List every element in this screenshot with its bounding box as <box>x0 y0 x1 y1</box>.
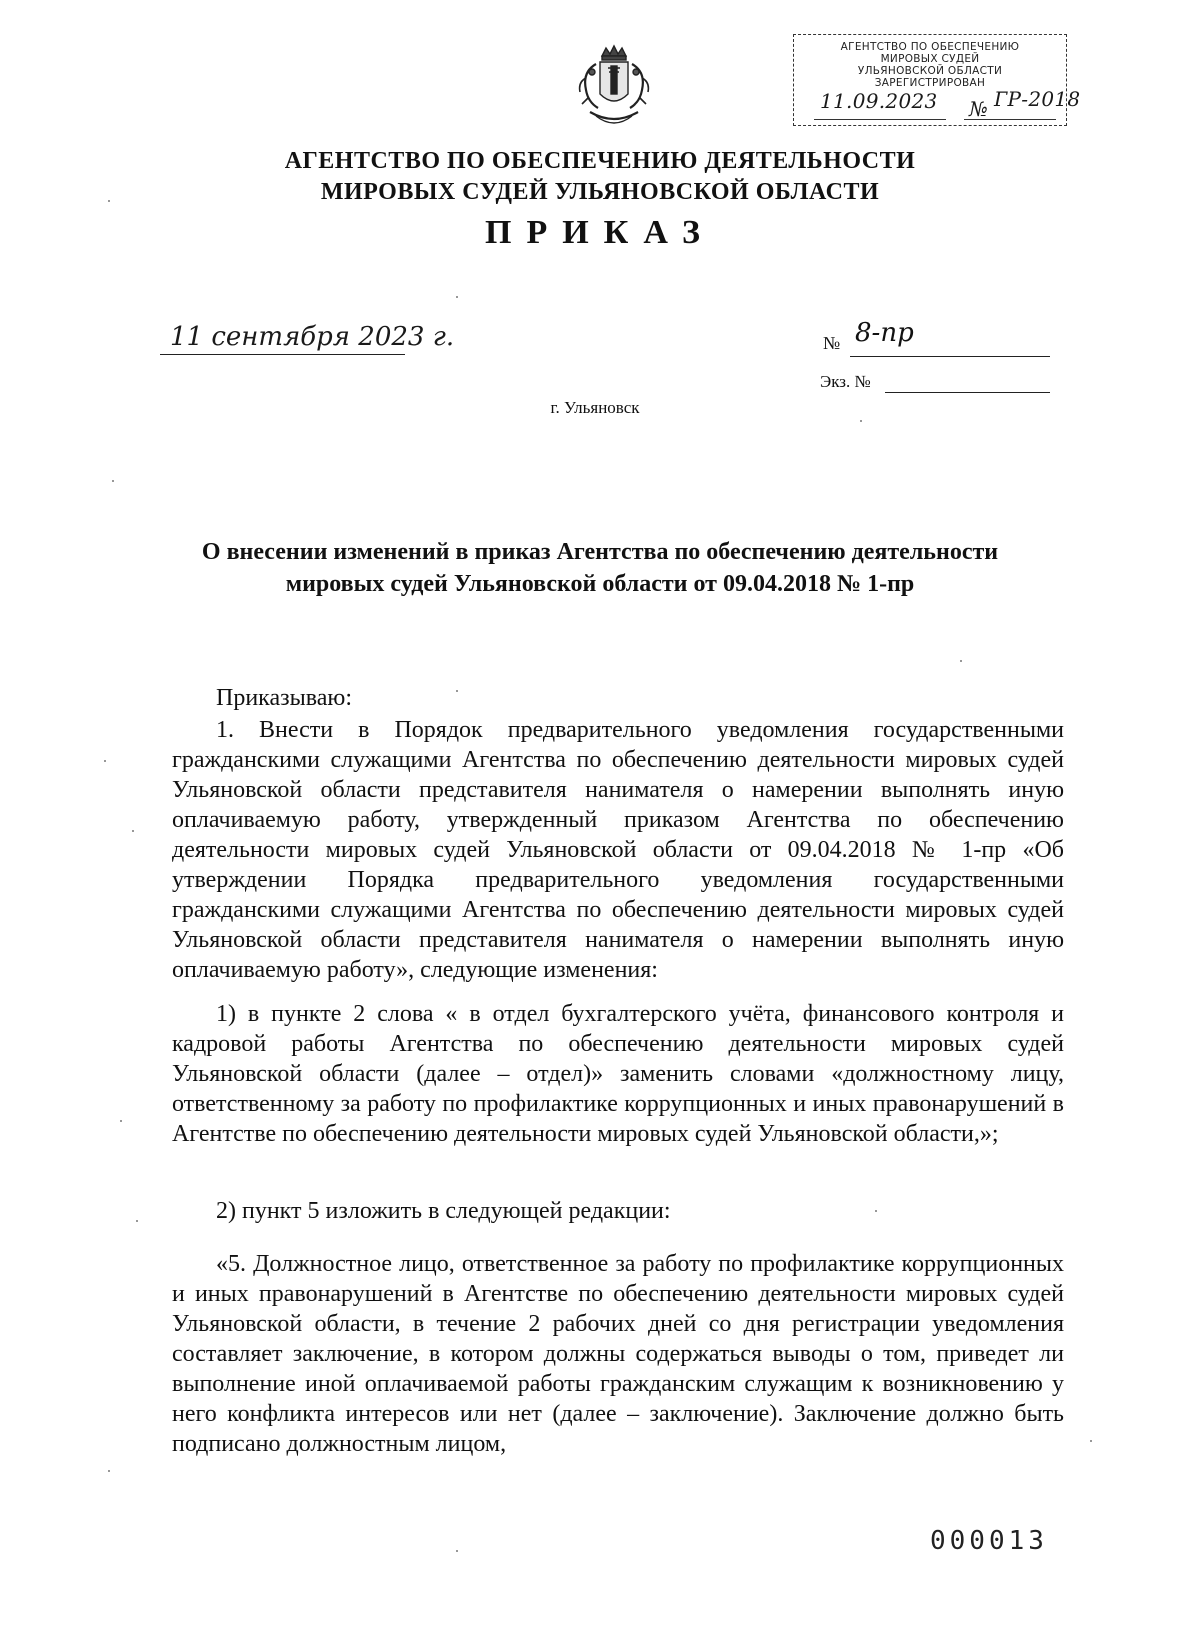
scan-speck <box>112 480 114 482</box>
order-word: Приказываю: <box>216 685 352 711</box>
stamp-date-underline <box>814 119 946 120</box>
order-number-label: № <box>823 333 841 353</box>
stamp-line: МИРОВЫХ СУДЕЙ <box>880 53 980 65</box>
scan-speck <box>456 296 458 298</box>
paragraph-4: «5. Должностное лицо, ответственное за работу по профилактике коррупционных и иных правонарушений в Агентстве по обеспечению деятельности мировых судей Ульяновской области, в течение 2 рабочих дней со дня регистрации уведомления составляет заключение, в котором должны содержаться выводы о том, приведет ли выполнение иной оплачиваемой работы гражданским служащим к возникновению у него конфликта интересов или нет (далее – заключение). Заключение должно быть подписано должностным лицом, <box>172 1251 1064 1457</box>
scan-speck <box>136 1220 138 1222</box>
paragraph-1: 1. Внести в Порядок предварительного уведомления государственными гражданскими служащими Агентства по обеспечению деятельности мировых судей Ульяновской области представителя нанимателя о намерении выполнять иную оплачиваемую работу, утвержденный приказом Агентства по обеспечению деятельности мировых судей Ульяновской области от 09.04.2018 № 1-пр «Об утверждении Порядка предварительного уведомления государственными гражданскими служащими Агентства по обеспечению деятельности мировых судей Ульяновской области представителя нанимателя о намерении выполнять иную оплачиваемую работу», следующие изменения: <box>172 717 1064 983</box>
scan-speck <box>132 830 134 832</box>
scan-speck <box>860 420 862 422</box>
number-underline <box>850 356 1050 357</box>
scan-speck <box>456 690 458 692</box>
stamp-date: 11.09.2023 <box>820 89 938 113</box>
stamp-line: ЗАРЕГИСТРИРОВАН <box>874 77 986 89</box>
agency-name-line2: МИРОВЫХ СУДЕЙ УЛЬЯНОВСКОЙ ОБЛАСТИ <box>320 179 880 205</box>
registration-stamp <box>793 34 1081 126</box>
paragraph-2: 1) в пункте 2 слова « в отдел бухгалтерского учёта, финансового контроля и кадровой работы Агентства по обеспечению деятельности мировых судей Ульяновской области (далее – отдел)» заменить словами «должностному лицу, ответственному за работу по профилактике коррупционных и иных правонарушений в Агентстве по обеспечению деятельности мировых судей Ульяновской области,»; <box>172 1001 1064 1147</box>
scan-speck <box>120 1120 122 1122</box>
order-date: 11 сентября 2023 г. <box>170 322 455 352</box>
copy-number-underline <box>885 392 1050 393</box>
stamp-number: ГР-2018 <box>994 87 1081 111</box>
order-number: 8-пр <box>855 318 914 348</box>
document-title <box>130 536 1070 600</box>
scan-speck <box>1090 1440 1092 1442</box>
document-title-line2: мировых судей Ульяновской области от 09.04.2018 № 1-пр <box>285 571 915 597</box>
scan-speck <box>960 660 962 662</box>
document-type: ПРИКАЗ <box>485 214 715 251</box>
scan-speck <box>108 1470 110 1472</box>
scan-speck <box>108 200 110 202</box>
document-title-line1: О внесении изменений в приказ Агентства по обеспечению деятельности <box>201 539 999 565</box>
city: г. Ульяновск <box>550 398 640 417</box>
copy-number-label: Экз. № <box>820 372 871 391</box>
stamp-number-underline <box>964 119 1056 120</box>
agency-name-line1: АГЕНТСТВО ПО ОБЕСПЕЧЕНИЮ ДЕЯТЕЛЬНОСТИ <box>284 148 916 174</box>
stamp-number-label: № <box>969 97 989 121</box>
agency-name <box>0 146 1200 208</box>
paragraph-3: 2) пункт 5 изложить в следующей редакции: <box>216 1198 671 1224</box>
scan-speck <box>456 1550 458 1552</box>
coat-of-arms-emblem <box>568 42 660 134</box>
stamp-line: АГЕНТСТВО ПО ОБЕСПЕЧЕНИЮ <box>840 41 1020 53</box>
scan-speck <box>875 1210 877 1212</box>
date-underline <box>160 354 405 355</box>
page-number: 000013 <box>930 1526 1048 1556</box>
scan-speck <box>104 760 106 762</box>
stamp-line: УЛЬЯНОВСКОЙ ОБЛАСТИ <box>857 65 1003 77</box>
